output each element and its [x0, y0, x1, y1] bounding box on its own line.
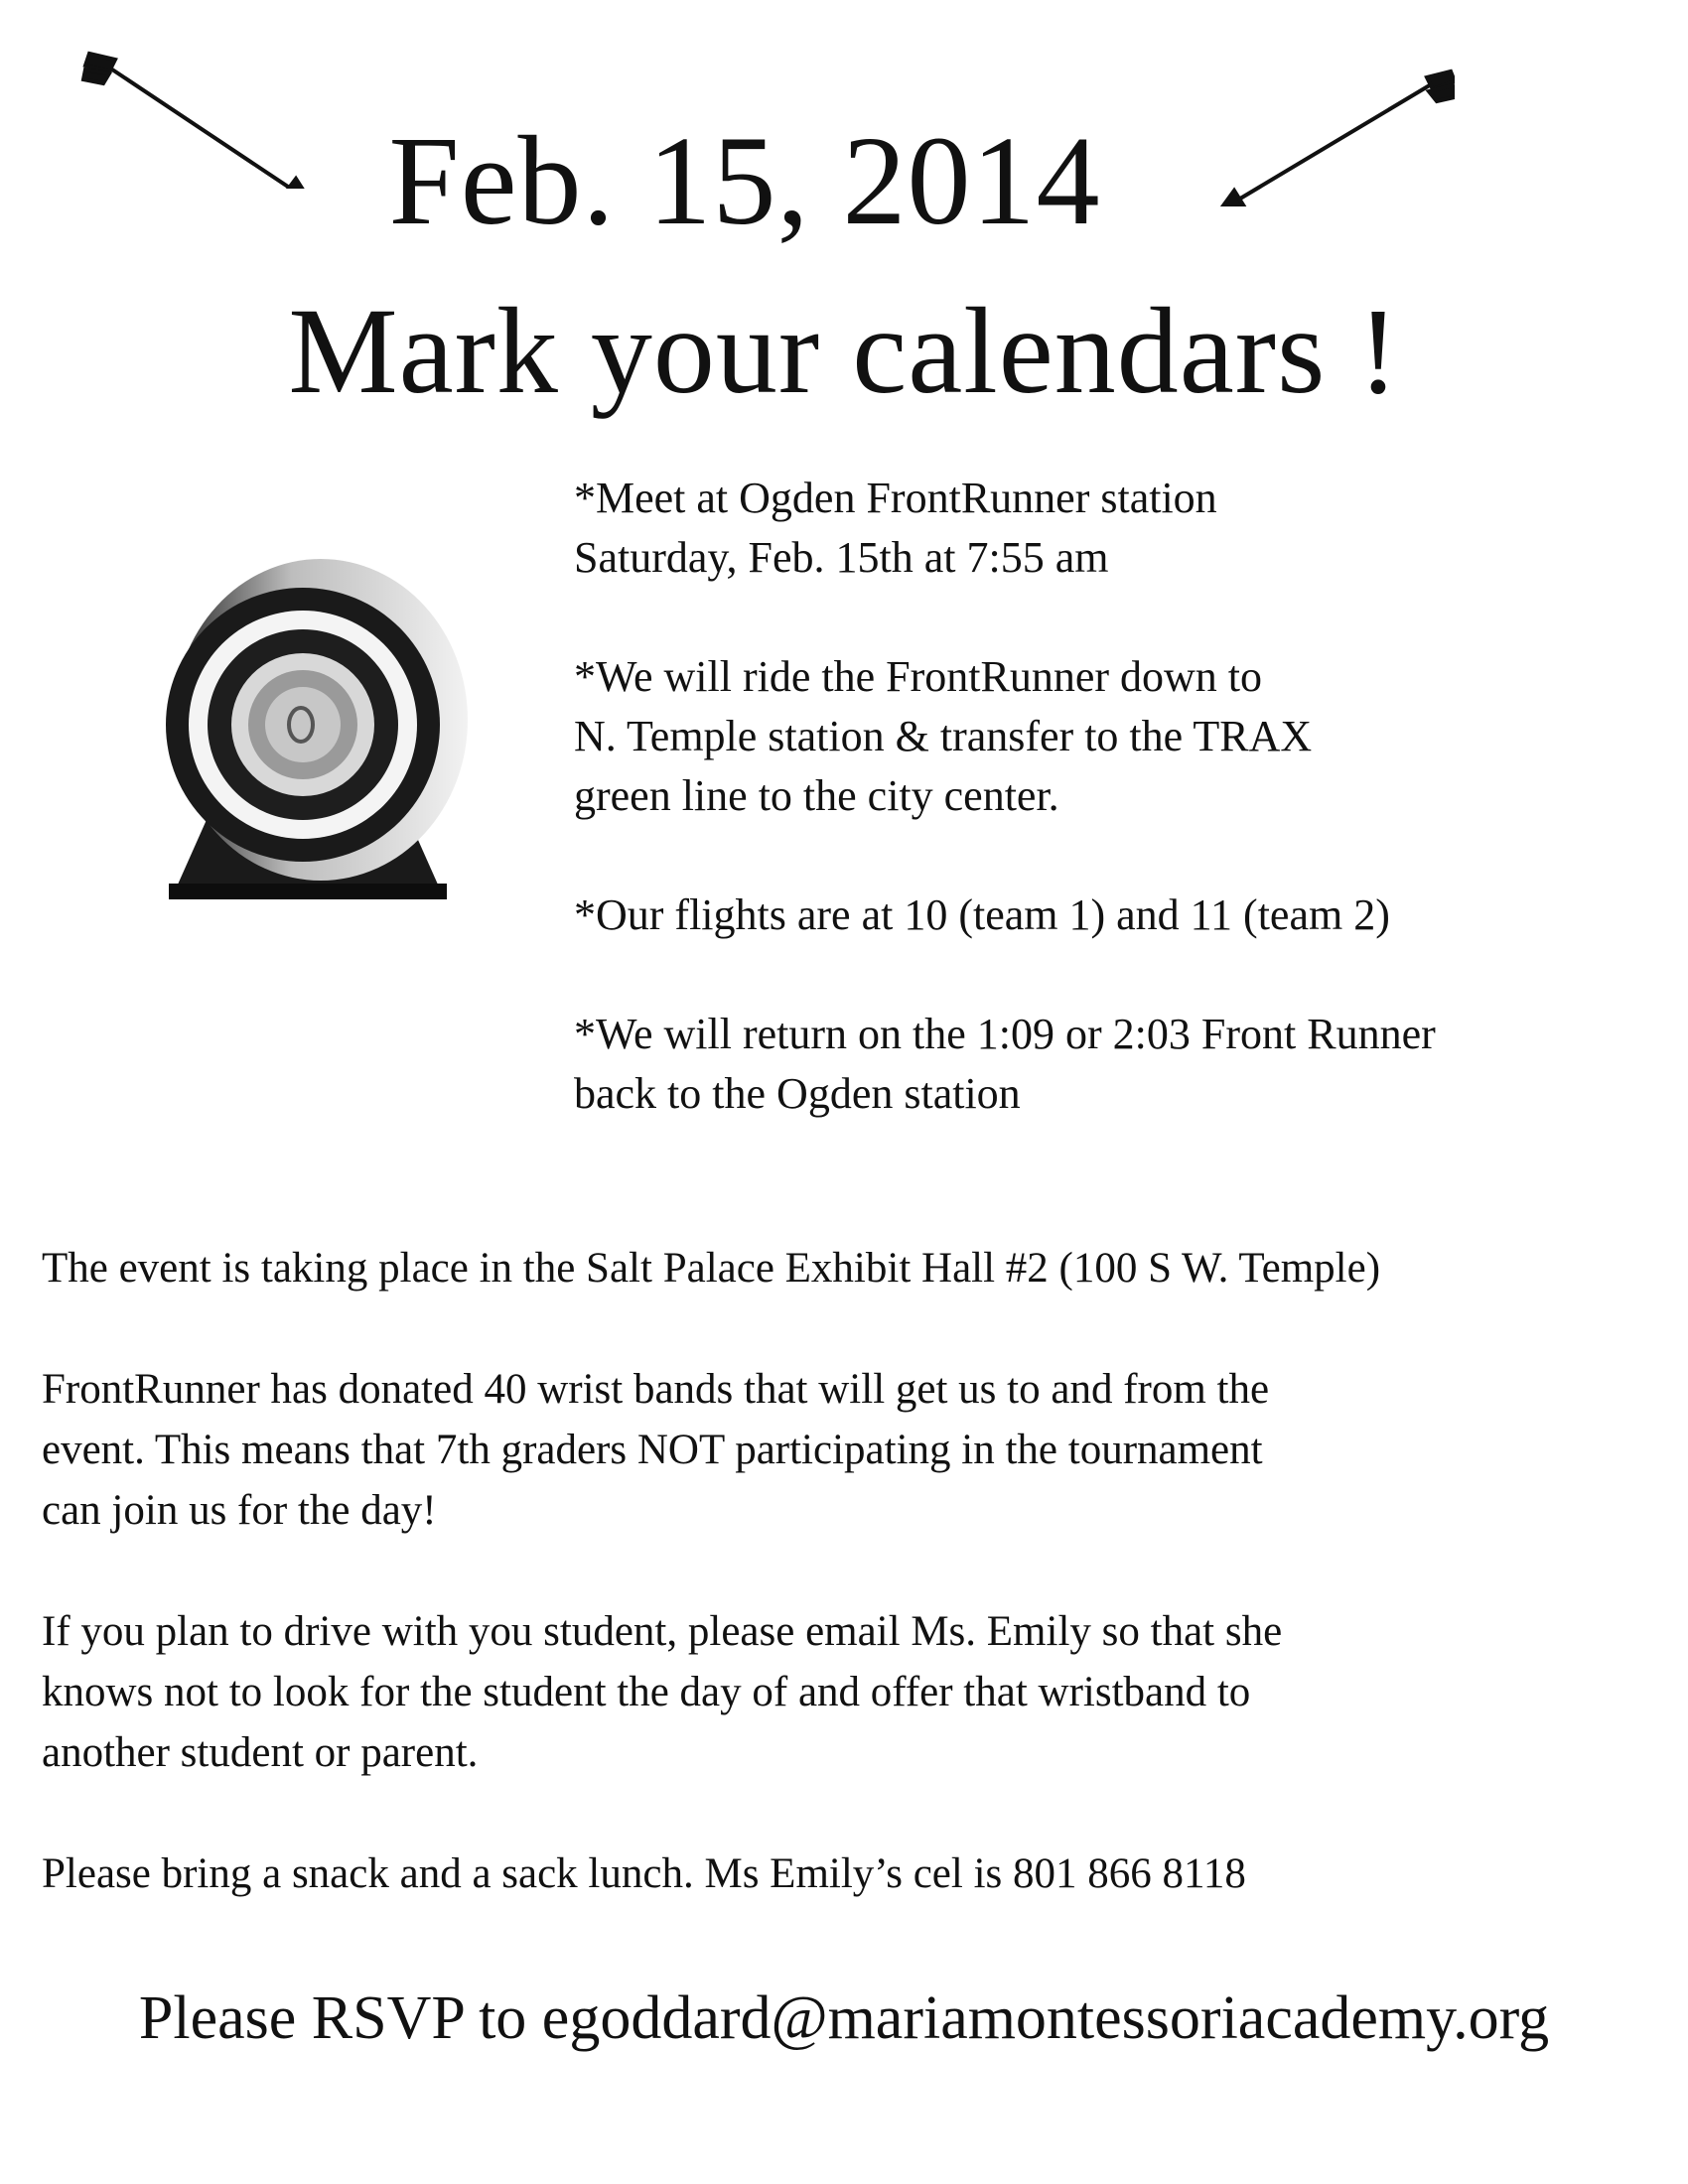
- wristbands-paragraph: FrontRunner has donated 40 wrist bands that will get us to and from the event. This means that 7th graders NOT participating in the tournament can join us for the day!: [42, 1366, 1270, 1534]
- ride-info: *We will ride the FrontRunner down to N. Temple station & transfer to the TRAX green line to the city center.: [574, 652, 1313, 820]
- event-information: [42, 1238, 1650, 1965]
- rsvp-line: Please RSVP to egoddard@mariamontessoriacademy.org: [138, 1984, 1550, 2052]
- event-date-heading: Feb. 15, 2014: [388, 110, 1101, 251]
- return-info: *We will return on the 1:09 or 2:03 Front Runner back to the Ogden station: [574, 1010, 1436, 1118]
- flights-info: *Our flights are at 10 (team 1) and 11 (team 2): [574, 890, 1390, 939]
- lunch-paragraph: Please bring a snack and a sack lunch. Ms Emily’s cel is 801 866 8118: [42, 1850, 1246, 1897]
- meet-info: *Meet at Ogden FrontRunner station Saturday, Feb. 15th at 7:55 am: [574, 474, 1217, 582]
- driving-paragraph: If you plan to drive with you student, please email Ms. Emily so that she knows not to look for the student the day of and offer that wristband to another student or parent.: [42, 1608, 1283, 1776]
- page-headline: Mark your calendars !: [288, 283, 1400, 419]
- trip-details: [574, 469, 1646, 1183]
- archery-target-icon: [144, 556, 472, 913]
- location-paragraph: The event is taking place in the Salt Palace Exhibit Hall #2 (100 S W. Temple): [42, 1245, 1381, 1292]
